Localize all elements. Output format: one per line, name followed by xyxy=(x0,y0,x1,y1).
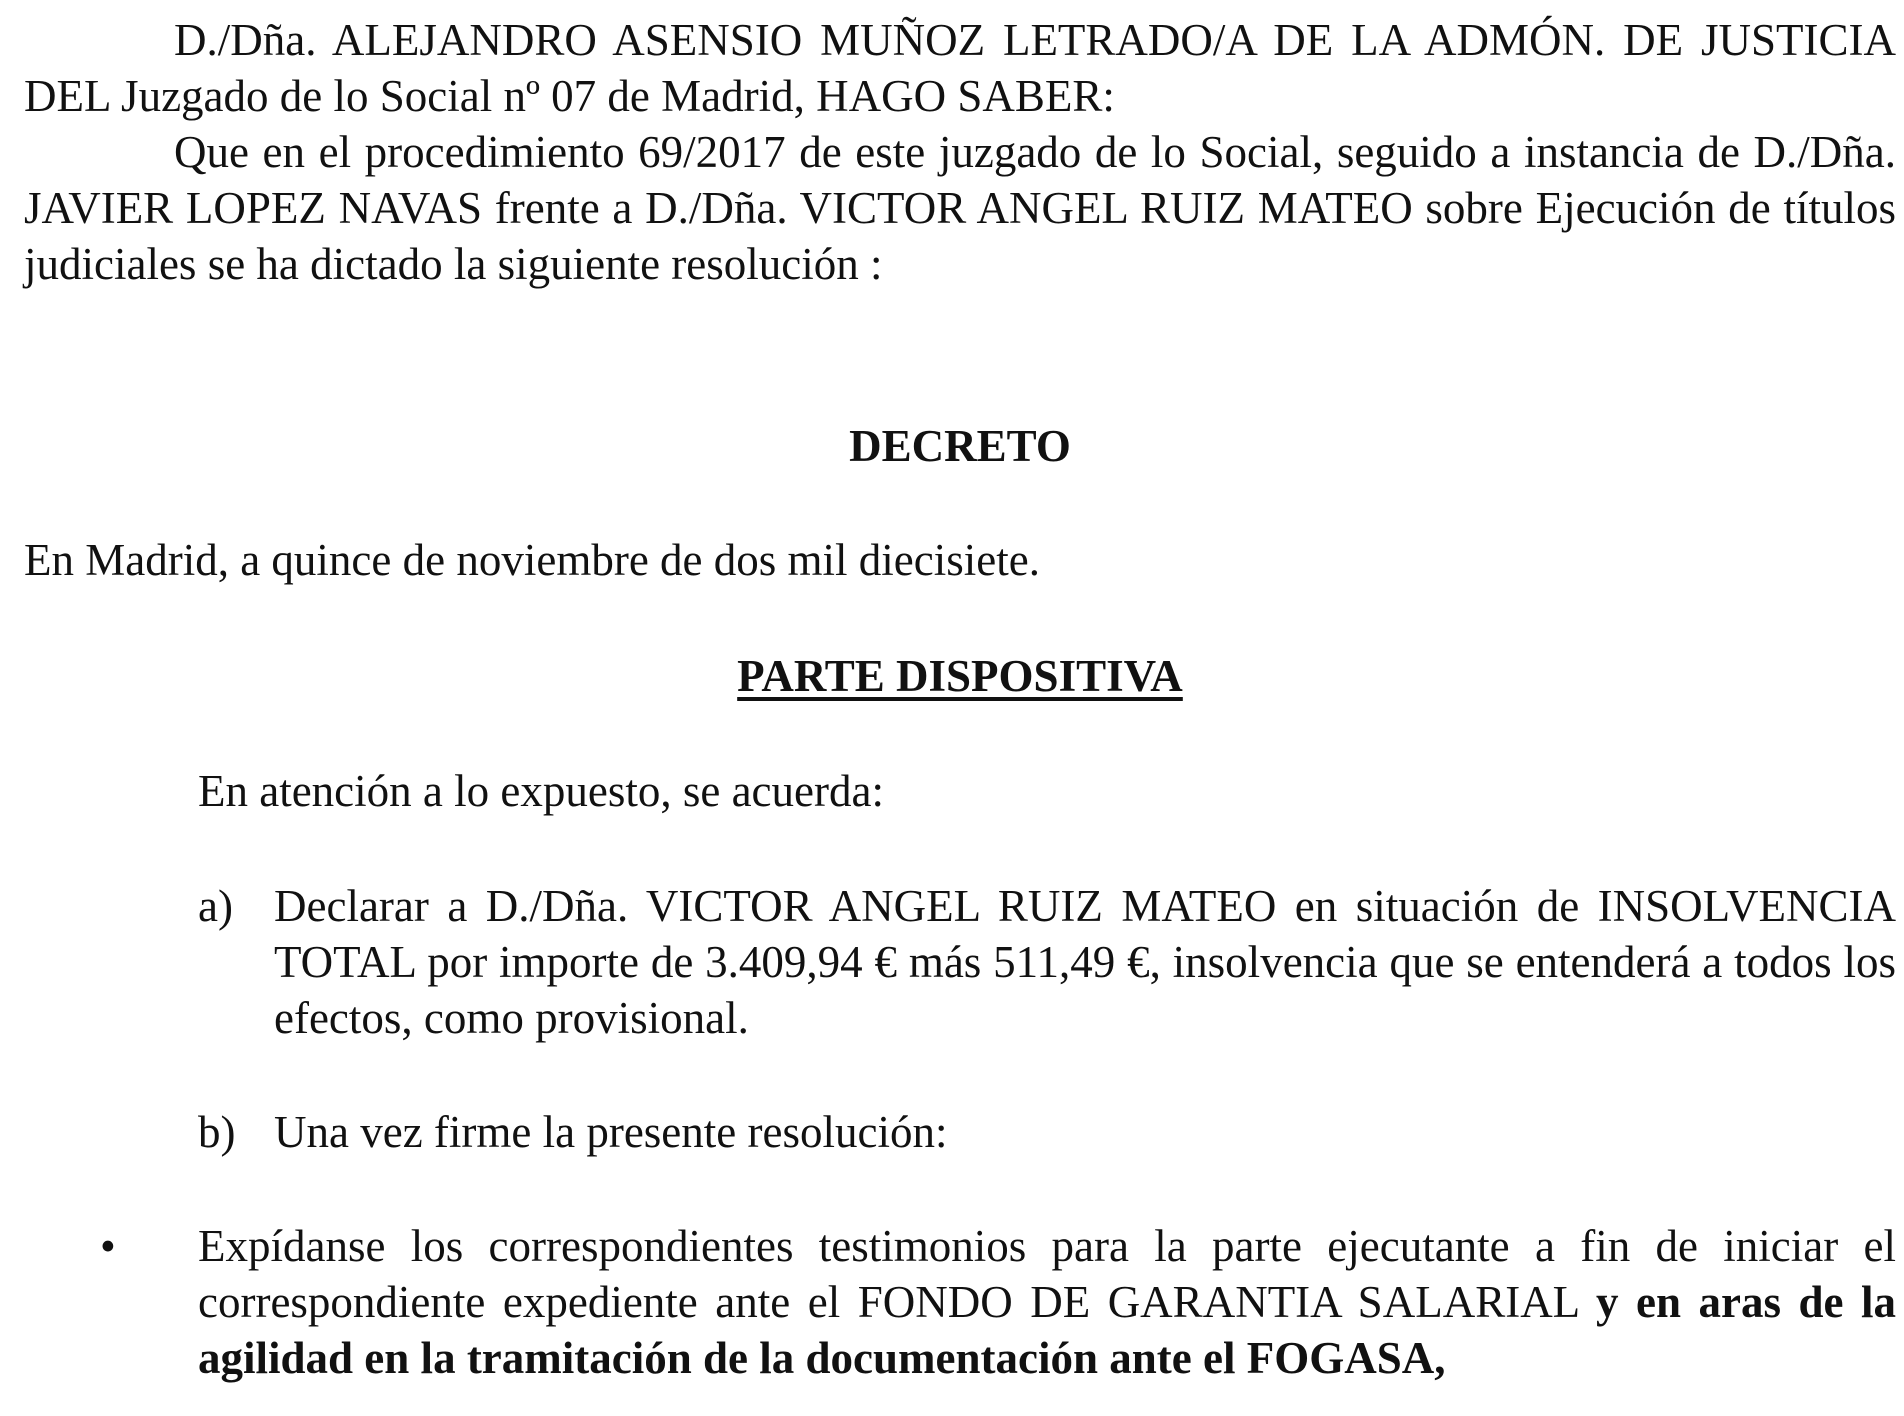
parte-dispositiva-heading: PARTE DISPOSITIVA xyxy=(737,651,1183,701)
bullet-text xyxy=(198,1218,1896,1386)
intro-line-2: Que en el procedimiento 69/2017 de este juzgado de lo Social, seguido a instancia de D./Dña. JAVIER LOPEZ NAVAS frente a D./Dña. VICTOR ANGEL RUIZ MATEO sobre Ejecución de títulos judiciales se ha dictado la siguiente resolución : xyxy=(24,127,1896,289)
decreto-date: En Madrid, a quince de noviembre de dos mil diecisiete. xyxy=(24,535,1040,585)
intro-line-1: D./Dña. ALEJANDRO ASENSIO MUÑOZ LETRADO/A DE LA ADMÓN. DE JUSTICIA DEL Juzgado de lo Social nº 07 de Madrid, HAGO SABER: xyxy=(24,15,1896,121)
decreto-heading: DECRETO xyxy=(849,421,1071,471)
item-marker: b) xyxy=(198,1107,236,1157)
item-text: Una vez firme la presente resolución: xyxy=(274,1107,948,1157)
item-text: Declarar a D./Dña. VICTOR ANGEL RUIZ MATEO en situación de INSOLVENCIA TOTAL por importe de 3.409,94 € más 511,49 €, insolvencia que se entenderá a todos los efectos, como provisional. xyxy=(274,881,1896,1043)
atencion-intro: En atención a lo expuesto, se acuerda: xyxy=(198,766,884,816)
bullet-icon: • xyxy=(100,1221,116,1271)
list-item xyxy=(198,1104,1896,1160)
list-item xyxy=(198,878,1896,1046)
bullet-item xyxy=(100,1218,1896,1386)
item-marker: a) xyxy=(198,881,233,931)
intro-section xyxy=(24,12,1896,292)
bullet-text-bold: y en aras de la agilidad en la tramitación de la documentación ante el FOGASA, xyxy=(198,1277,1896,1383)
bullet-text-regular: Expídanse los correspondientes testimonios para la parte ejecutante a fin de iniciar el correspondiente expediente ante el FONDO DE GARANTIA SALARIAL xyxy=(198,1221,1896,1327)
document-page xyxy=(24,0,1896,1416)
